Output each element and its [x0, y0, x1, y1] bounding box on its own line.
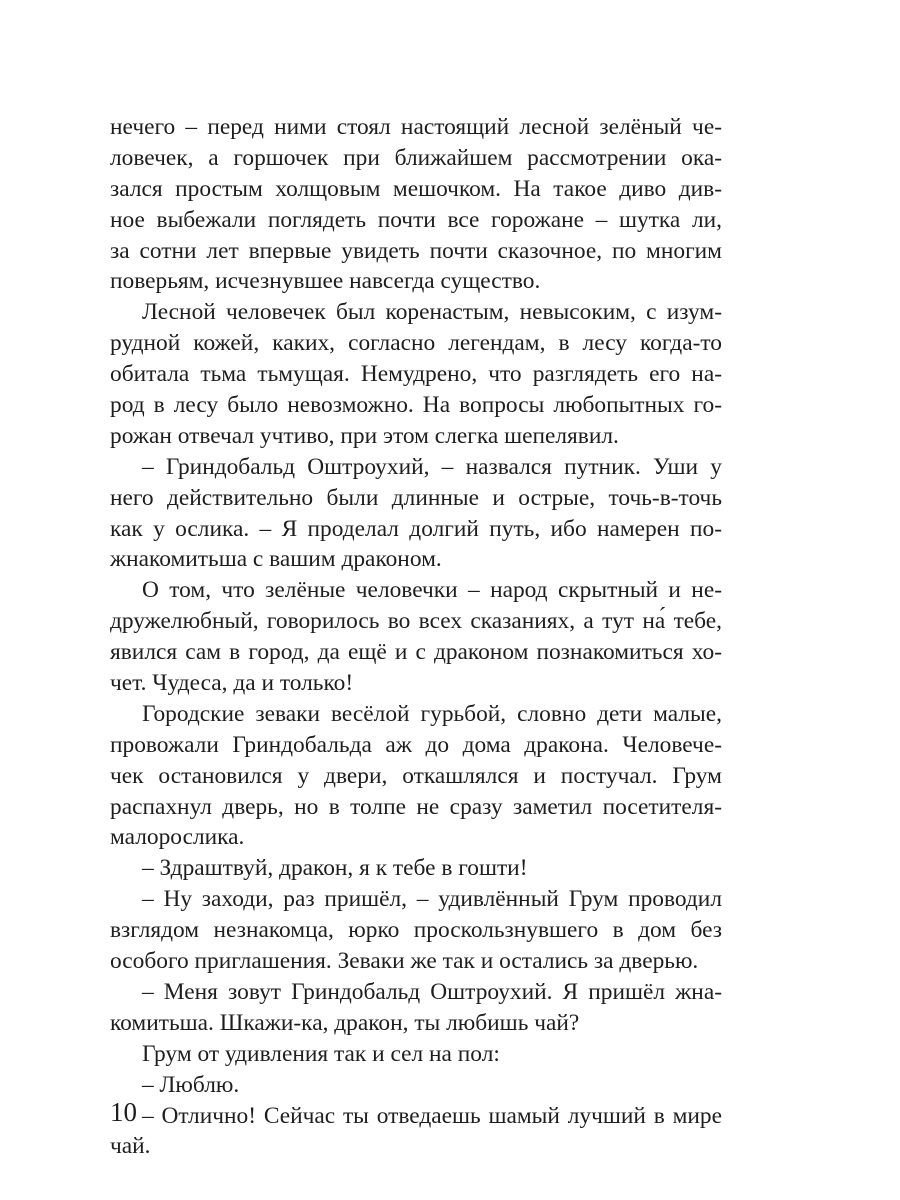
text-line: зался простым холщовым мешочком. На такое диво див-	[110, 175, 722, 202]
text-line: него действительно были длинные и острые, точь-в-точь	[110, 484, 722, 511]
text-line: особого приглашения. Зеваки же так и остались за дверью.	[110, 948, 699, 975]
text-line: как у ослика. – Я проделал долгий путь, ибо намерен по-	[110, 515, 722, 542]
text-line: – Ну заходи, раз пришёл, – удивлённый Грум проводил	[142, 886, 722, 913]
text-line: чек остановился у двери, откашлялся и постучал. Грум	[110, 762, 722, 789]
text-line: жнакомитьша с вашим драконом.	[110, 546, 442, 573]
text-line: Лесной человечек был коренастым, невысоким, с изум-	[142, 299, 722, 326]
text-line: явился сам в город, да ещё и с драконом познакомиться хо-	[110, 639, 722, 666]
text-line: – Гриндобальд Оштроухий, – назвался путник. Уши у	[142, 453, 722, 480]
text-line: нечего – перед ними стоял настоящий лесной зелёный че-	[110, 114, 722, 140]
page-number: 10	[110, 1097, 137, 1127]
text-line: – Люблю.	[142, 1071, 240, 1098]
text-line: распахнул дверь, но в толпе не сразу заметил посетителя-	[110, 793, 722, 820]
text-line: малорослика.	[110, 824, 245, 851]
text-line: рожан отвечал учтиво, при этом слегка шепелявил.	[110, 422, 619, 449]
text-line: за сотни лет впервые увидеть почти сказочное, по многим	[110, 237, 722, 264]
text-line: Городские зеваки весёлой гурьбой, словно дети малые,	[142, 700, 722, 727]
text-line: комитьша. Шкажи-ка, дракон, ты любишь чай?	[110, 1009, 580, 1036]
text-line: дружелюбный, говорилось во всех сказаниях, а тут на́ тебе,	[110, 608, 722, 635]
text-line: чет. Чудеса, да и только!	[110, 670, 354, 697]
text-line: провожали Гриндобальда аж до дома дракона. Человече-	[110, 731, 722, 758]
text-line: чай.	[110, 1133, 151, 1160]
body-text	[110, 112, 722, 1162]
text-line: взглядом незнакомца, юрко проскользнувшего в дом без	[110, 917, 722, 944]
text-line: – Отлично! Сейчас ты отведаешь шамый лучший в мире	[142, 1102, 722, 1129]
text-line: О том, что зелёные человечки – народ скрытный и не-	[142, 577, 722, 604]
text-line: Грум от удивления так и сел на пол:	[142, 1040, 500, 1067]
text-line: – Здраштвуй, дракон, я к тебе в гошти!	[142, 855, 528, 882]
text-line: – Меня зовут Гриндобальд Оштроухий. Я пришёл жна-	[142, 978, 722, 1005]
text-line: ное выбежали поглядеть почти все горожане – шутка ли,	[110, 206, 722, 233]
text-line: ловечек, а горшочек при ближайшем рассмотрении ока-	[110, 144, 722, 171]
text-line: род в лесу было невозможно. На вопросы любопытных го-	[110, 392, 722, 419]
text-line: рудной кожей, каких, согласно легендам, в лесу когда-то	[110, 330, 722, 357]
text-line: обитала тьма тьмущая. Немудрено, что разглядеть его на-	[110, 361, 722, 388]
text-line: поверьям, исчезнувшее навсегда существо.	[110, 268, 541, 295]
